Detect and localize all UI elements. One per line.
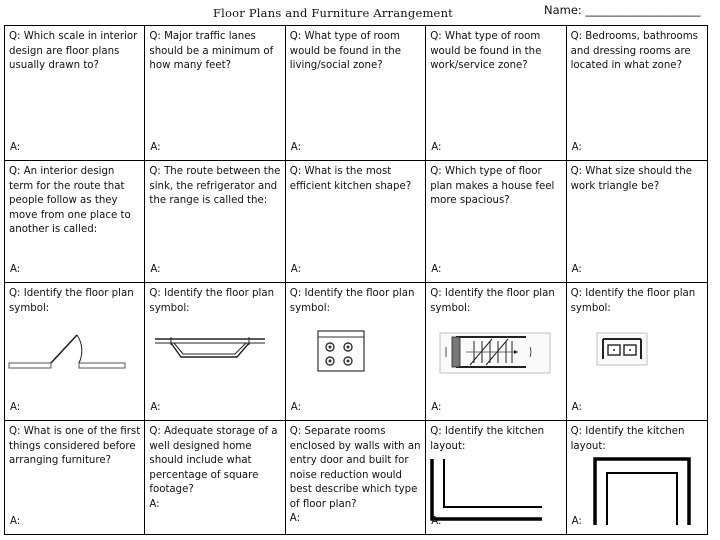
answer-label: A:	[150, 401, 161, 413]
answer-label: A:	[431, 141, 442, 153]
question-text: Q: Identify the floor plan symbol:	[149, 288, 275, 314]
question-text: Q: Identify the floor plan symbol:	[430, 288, 555, 314]
question-cell	[145, 421, 285, 534]
answer-label: A:	[290, 263, 302, 275]
question-text: Q: Bedrooms, bathrooms and dressing rooms are located in what zone?	[570, 31, 698, 71]
question-text: Q: What type of room would be found in the living/social zone?	[289, 31, 402, 71]
question-cell	[5, 161, 145, 283]
question-cell	[145, 161, 285, 283]
answer-label: A:	[289, 513, 301, 524]
question-cell	[426, 161, 566, 283]
question-text: Q: Which type of floor plan makes a house feel more spacious?	[430, 166, 555, 206]
question-cell	[286, 421, 426, 534]
question-cell	[567, 421, 707, 534]
question-text: Q: Identify the floor plan symbol:	[289, 288, 415, 314]
answer-label: A:	[431, 263, 442, 275]
question-text: Q: Identify the kitchen layout:	[570, 426, 685, 452]
range-stove-icon	[286, 327, 425, 383]
question-cell	[567, 26, 707, 161]
u-shape-kitchen-icon	[567, 451, 707, 531]
answer-label: A:	[10, 141, 21, 153]
question-cell	[5, 283, 145, 421]
question-text: Q: The route between the sink, the refrigerator and the range is called the:	[149, 166, 281, 206]
answer-label: A:	[571, 263, 582, 275]
question-text: Q: Identify the floor plan symbol:	[570, 288, 696, 314]
question-cell	[426, 26, 566, 161]
answer-label: A:	[10, 401, 21, 413]
answer-label: A:	[150, 263, 161, 275]
worksheet-header	[0, 0, 720, 26]
question-text: Q: Separate rooms enclosed by walls with an entry door and built for noise reduction would best describe which type of floor plan?	[289, 426, 421, 510]
answer-label: A:	[150, 141, 161, 153]
question-text: Q: What is the most efficient kitchen shape?	[289, 166, 412, 192]
stairs-icon	[426, 327, 565, 383]
answer-label: A:	[10, 263, 21, 275]
answer-label: A:	[10, 515, 21, 527]
question-text: Q: What type of room would be found in the work/service zone?	[430, 31, 542, 71]
door-swing-icon	[5, 327, 144, 383]
double-sink-icon	[567, 327, 707, 383]
l-shape-kitchen-icon	[426, 455, 565, 525]
answer-label: A:	[571, 141, 582, 153]
question-cell	[5, 421, 145, 534]
question-text: Q: Identify the floor plan symbol:	[9, 288, 134, 314]
answer-label: A:	[149, 498, 160, 510]
answer-label: A:	[571, 401, 582, 413]
question-text: Q: Major traffic lanes should be a minimum of how many feet?	[149, 31, 274, 71]
question-cell	[567, 283, 707, 421]
question-text: Q: An interior design term for the route that people follow as they move from one place to another is called:	[9, 166, 131, 235]
question-cell	[426, 421, 566, 534]
question-cell	[145, 283, 285, 421]
question-cell	[286, 161, 426, 283]
question-cell	[286, 283, 426, 421]
question-grid	[4, 25, 708, 535]
answer-label: A:	[290, 141, 302, 153]
question-cell	[145, 26, 285, 161]
question-text: Q: Which scale in interior design are floor plans usually drawn to?	[9, 31, 138, 71]
answer-label: A:	[571, 515, 582, 527]
question-text: Q: What is one of the first things considered before arranging furniture?	[9, 426, 141, 466]
question-text: Q: Identify the kitchen layout:	[430, 426, 545, 452]
answer-label: A:	[431, 401, 442, 413]
question-cell	[5, 26, 145, 161]
answer-label: A:	[431, 515, 442, 527]
worksheet-title: Floor Plans and Furniture Arrangement	[213, 6, 453, 20]
bay-window-icon	[145, 327, 284, 383]
question-text: Q: Adequate storage of a well designed home should include what percentage of square footage?	[149, 426, 278, 495]
question-text: Q: What size should the work triangle be?	[570, 166, 692, 192]
name-field: Name: ____________________	[544, 3, 701, 17]
answer-label: A:	[290, 401, 302, 413]
question-cell	[567, 161, 707, 283]
question-cell	[286, 26, 426, 161]
question-cell	[426, 283, 566, 421]
